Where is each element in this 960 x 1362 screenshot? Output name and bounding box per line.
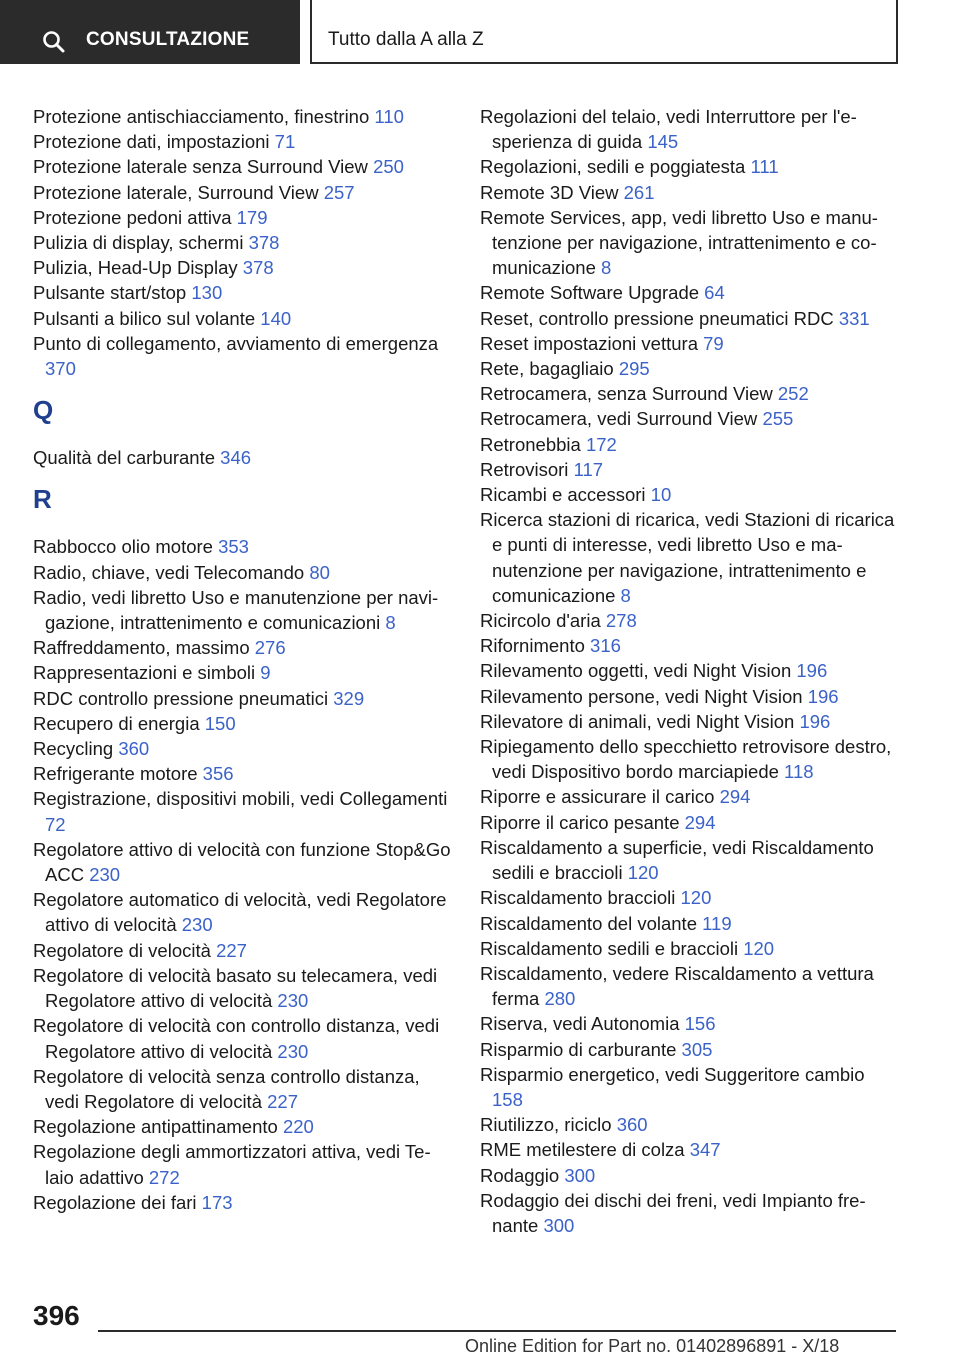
entry-text: Refrigerante motore [33, 763, 198, 785]
page-link[interactable]: 360 [118, 738, 150, 760]
index-entry [33, 585, 453, 635]
page-link[interactable]: 230 [89, 864, 121, 886]
page-link[interactable]: 378 [248, 232, 280, 254]
index-entry [480, 457, 900, 482]
index-entry [33, 1139, 453, 1189]
index-entry [480, 1163, 900, 1188]
page-link[interactable]: 331 [838, 307, 870, 329]
page-link[interactable]: 230 [181, 914, 213, 936]
index-column-right [480, 104, 900, 1238]
entry-text: Recupero di energia [33, 712, 200, 734]
entry-text: Regolatore di velocità con controllo distanza, vedi Regolatore attivo di velocità [33, 1015, 440, 1062]
entry-text: Rodaggio dei dischi dei freni, vedi Impianto frenante [480, 1189, 866, 1236]
index-entry [480, 1011, 900, 1036]
page-link[interactable]: 250 [373, 156, 404, 178]
entry-text: Riporre il carico pesante [480, 811, 680, 833]
entry-text: Risparmio di carburante [480, 1038, 677, 1060]
index-entry [480, 810, 900, 835]
page-link[interactable]: 72 [45, 813, 66, 835]
page-number: 396 [33, 1300, 80, 1331]
letter-heading: Q [33, 395, 54, 426]
entry-text: Riscaldamento del volante [480, 912, 697, 934]
entry-text: Protezione antischiacciamento, finestrino [33, 106, 370, 127]
page-link[interactable]: 119 [702, 912, 732, 934]
entry-text: Reset impostazioni vettura [480, 332, 698, 354]
tab-label: CONSULTAZIONE [86, 29, 250, 50]
entry-text: Protezione laterale senza Surround View [33, 156, 368, 178]
index-entry [33, 1013, 453, 1063]
index-entry [480, 633, 900, 658]
page-link[interactable]: 360 [616, 1114, 648, 1136]
entry-text: Riutilizzo, riciclo [480, 1114, 612, 1136]
entry-text: Ricerca stazioni di ricarica, vedi Stazioni di ricarica e punti di interesse, vedi libretto Uso e manutenzione per navigazione, intrattenimento e comunicazione [480, 509, 895, 606]
index-entry [33, 635, 453, 660]
page-link[interactable]: 64 [704, 282, 725, 304]
index-column-left [33, 104, 453, 1215]
page-link[interactable]: 120 [627, 862, 659, 884]
page-link[interactable]: 111 [750, 156, 779, 178]
page-link[interactable]: 140 [260, 307, 292, 329]
page-link[interactable]: 179 [236, 206, 268, 228]
entry-text: Radio, chiave, vedi Telecomando [33, 561, 305, 583]
tab-section-title[interactable] [310, 0, 898, 64]
index-entry [480, 658, 900, 683]
index-entry [33, 255, 453, 280]
index-entry [33, 938, 453, 963]
index-entry [480, 180, 900, 205]
entry-text: Recycling [33, 738, 114, 760]
index-entry [33, 786, 453, 836]
entry-text: Rodaggio [480, 1164, 560, 1186]
index-entry [33, 306, 453, 331]
index-entry [480, 280, 900, 305]
page-link[interactable]: 80 [309, 561, 330, 583]
entry-text: Protezione laterale, Surround View [33, 181, 319, 203]
page-link[interactable]: 255 [762, 408, 794, 430]
index-entry [480, 507, 900, 608]
entry-text: Remote Services, app, vedi libretto Uso e manutenzione per navigazione, intrattenimento e comunicazione [480, 206, 878, 279]
entry-text: Raffreddamento, massimo [33, 637, 250, 659]
index-entry [480, 381, 900, 406]
entry-text: Regolatore automatico di velocità, vedi Regolatore attivo di velocità [33, 889, 447, 936]
page-link[interactable]: 196 [796, 660, 828, 682]
entry-text: Rilevatore di animali, vedi Night Vision [480, 710, 795, 732]
page-link[interactable]: 347 [689, 1139, 721, 1161]
index-entry [33, 104, 453, 129]
index-entry [33, 736, 453, 761]
index-entry [480, 1062, 900, 1112]
page-link[interactable]: 230 [277, 1040, 309, 1062]
page-link[interactable]: 172 [585, 433, 617, 455]
entry-text: Rete, bagagliaio [480, 358, 614, 380]
index-entry [33, 331, 453, 381]
entry-text: Remote Software Upgrade [480, 282, 700, 304]
entry-text: Protezione dati, impostazioni [33, 131, 270, 153]
index-entry [480, 835, 900, 885]
entry-text: Regolatore di velocità [33, 939, 211, 961]
index-entry [33, 761, 453, 786]
index-entry [33, 129, 453, 154]
page-link[interactable]: 294 [684, 811, 716, 833]
page-link[interactable]: 329 [333, 687, 365, 709]
index-entry [480, 1112, 900, 1137]
index-entry [33, 887, 453, 937]
entry-text: Reset, controllo pressione pneumatici RDC [480, 307, 834, 329]
page-link[interactable]: 130 [191, 282, 223, 304]
page-link[interactable]: 300 [543, 1214, 575, 1236]
index-entry [33, 180, 453, 205]
section-title: Tutto dalla A alla Z [328, 29, 484, 50]
entry-text: Registrazione, dispositivi mobili, vedi Collegamenti [33, 788, 448, 810]
entry-text: Pulsante start/stop [33, 282, 187, 304]
entry-text: Pulizia di display, schermi [33, 232, 244, 254]
page-link[interactable]: 300 [564, 1164, 596, 1186]
page-link[interactable]: 356 [202, 763, 234, 785]
header [0, 0, 896, 64]
index-entry [480, 1188, 900, 1238]
page-link[interactable]: 8 [620, 584, 631, 606]
page-link[interactable]: 227 [267, 1090, 299, 1112]
entry-text: Remote 3D View [480, 181, 619, 203]
tab-consultazione[interactable] [0, 0, 300, 64]
index-entry [33, 445, 453, 470]
index-entry [33, 534, 453, 559]
index-entry [480, 784, 900, 809]
index-entry [480, 104, 900, 154]
index-entry [480, 306, 900, 331]
page-link[interactable]: 278 [605, 610, 637, 632]
index-entry [480, 684, 900, 709]
index-entry [33, 837, 453, 887]
page-link[interactable]: 272 [148, 1166, 180, 1188]
entry-text: Risparmio energetico, vedi Suggeritore cambio [480, 1063, 865, 1085]
index-entry [480, 482, 900, 507]
page-link[interactable]: 196 [807, 685, 839, 707]
index-entry [480, 1037, 900, 1062]
page-link[interactable]: 294 [719, 786, 751, 808]
entry-text: Regolazione dei fari [33, 1191, 197, 1213]
index-entry [33, 560, 453, 585]
page-link[interactable]: 118 [784, 761, 814, 783]
entry-text: Riscaldamento braccioli [480, 887, 676, 909]
entry-text: Retrocamera, vedi Surround View [480, 408, 758, 430]
page-link[interactable]: 305 [681, 1038, 713, 1060]
index-entry [480, 331, 900, 356]
page-link[interactable]: 196 [799, 710, 831, 732]
entry-text: Riscaldamento sedili e braccioli [480, 937, 739, 959]
page-link[interactable]: 79 [703, 332, 724, 354]
page-link[interactable]: 370 [45, 358, 76, 380]
index-entry [480, 154, 900, 179]
page-link[interactable]: 145 [647, 131, 679, 153]
index-entry [33, 660, 453, 685]
entry-text: Riserva, vedi Autonomia [480, 1013, 680, 1035]
index-entry [480, 885, 900, 910]
index-entry [33, 1064, 453, 1114]
edition-text: Online Edition for Part no. 01402896891 - X/18 [465, 1336, 840, 1356]
page-link[interactable]: 9 [260, 662, 271, 684]
entry-text: Protezione pedoni attiva [33, 206, 232, 228]
index-entry [480, 432, 900, 457]
index-entry [33, 230, 453, 255]
page-link[interactable]: 8 [601, 257, 612, 279]
index-entry [480, 406, 900, 431]
page-link[interactable]: 261 [623, 181, 655, 203]
entry-text: Pulsanti a bilico sul volante [33, 307, 256, 329]
entry-text: Riporre e assicurare il carico [480, 786, 715, 808]
entry-text: RME metilestere di colza [480, 1139, 685, 1161]
entry-text: Punto di collegamento, avviamento di emergenza [33, 332, 439, 354]
entry-text: Regolazioni del telaio, vedi Interruttore per l'esperienza di guida [480, 106, 857, 153]
page-link[interactable]: 220 [282, 1116, 314, 1138]
entry-text: Ripiegamento dello specchietto retrovisore destro, vedi Dispositivo bordo marciapiede [480, 736, 892, 783]
page-link[interactable]: 10 [650, 484, 672, 506]
index-entry [480, 961, 900, 1011]
page-link[interactable]: 353 [218, 536, 249, 558]
entry-text: Regolatore attivo di velocità con funzione Stop&Go ACC [33, 838, 451, 886]
index-entry [33, 1114, 453, 1139]
page-link[interactable]: 120 [743, 937, 775, 959]
footer-divider [98, 1330, 896, 1332]
entry-text: Radio, vedi libretto Uso e manutenzione per navigazione, intrattenimento e comunicazioni [33, 586, 439, 634]
entry-text: Riscaldamento, vedere Riscaldamento a vettura ferma [480, 962, 874, 1010]
entry-text: Rabbocco olio motore [33, 536, 213, 558]
page-link[interactable]: 173 [201, 1191, 233, 1213]
page-link[interactable]: 280 [544, 988, 576, 1010]
index-entry [480, 205, 900, 281]
entry-text: Rappresentazioni e simboli [33, 662, 256, 684]
page-link[interactable]: 120 [680, 887, 712, 909]
letter-heading: R [33, 484, 52, 515]
index-entry [480, 709, 900, 734]
entry-text: Rilevamento persone, vedi Night Vision [480, 685, 803, 707]
search-icon [42, 30, 66, 54]
page-link[interactable]: 110 [374, 106, 404, 127]
page-link[interactable]: 316 [590, 635, 621, 657]
index-entry [33, 205, 453, 230]
page-link[interactable]: 150 [204, 712, 236, 734]
page-link[interactable]: 117 [573, 458, 604, 480]
page-link[interactable]: 295 [618, 358, 650, 380]
entry-text: Ricircolo d'aria [480, 610, 601, 632]
index-entry [480, 356, 900, 381]
page-link[interactable]: 227 [216, 939, 247, 961]
page-link[interactable]: 156 [684, 1013, 716, 1035]
entry-text: Retronebbia [480, 433, 581, 455]
page-link[interactable]: 8 [385, 612, 396, 634]
index-entry [33, 711, 453, 736]
page-link[interactable]: 276 [254, 637, 286, 659]
entry-text: Regolazione degli ammortizzatori attiva, vedi Telaio adattivo [33, 1141, 431, 1188]
entry-text: Rilevamento oggetti, vedi Night Vision [480, 660, 792, 682]
entry-text: Riscaldamento a superficie, vedi Riscaldamento sedili e braccioli [480, 836, 874, 884]
page-link[interactable]: 346 [220, 447, 252, 469]
page-link[interactable]: 252 [777, 383, 809, 405]
index-entry [33, 686, 453, 711]
page-link[interactable]: 378 [242, 257, 274, 279]
page-link[interactable]: 158 [492, 1088, 523, 1110]
entry-text: Ricambi e accessori [480, 484, 646, 506]
entry-text: Retrocamera, senza Surround View [480, 383, 773, 405]
entry-text: Pulizia, Head-Up Display [33, 257, 238, 279]
entry-text: Qualità del carburante [33, 447, 216, 469]
entry-text: Regolatore di velocità basato su telecamera, vedi Regolatore attivo di velocità [33, 964, 438, 1012]
index-entry [33, 280, 453, 305]
index-entry [480, 1137, 900, 1162]
index-entry [480, 608, 900, 633]
entry-text: Rifornimento [480, 635, 585, 657]
entry-text: Retrovisori [480, 458, 569, 480]
entry-text: Regolazioni, sedili e poggiatesta [480, 156, 746, 178]
index-entry [33, 154, 453, 179]
page-link[interactable]: 257 [323, 181, 355, 203]
index-entry [480, 936, 900, 961]
index-entry [480, 734, 900, 784]
entry-text: Regolazione antipattinamento [33, 1116, 278, 1138]
index-entry [33, 1190, 453, 1215]
entry-text: RDC controllo pressione pneumatici [33, 687, 329, 709]
page-link[interactable]: 71 [274, 131, 296, 153]
entry-text: Regolatore di velocità senza controllo distanza, vedi Regolatore di velocità [33, 1065, 420, 1112]
page-link[interactable]: 230 [277, 990, 309, 1012]
index-entry [480, 911, 900, 936]
index-entry [33, 963, 453, 1013]
